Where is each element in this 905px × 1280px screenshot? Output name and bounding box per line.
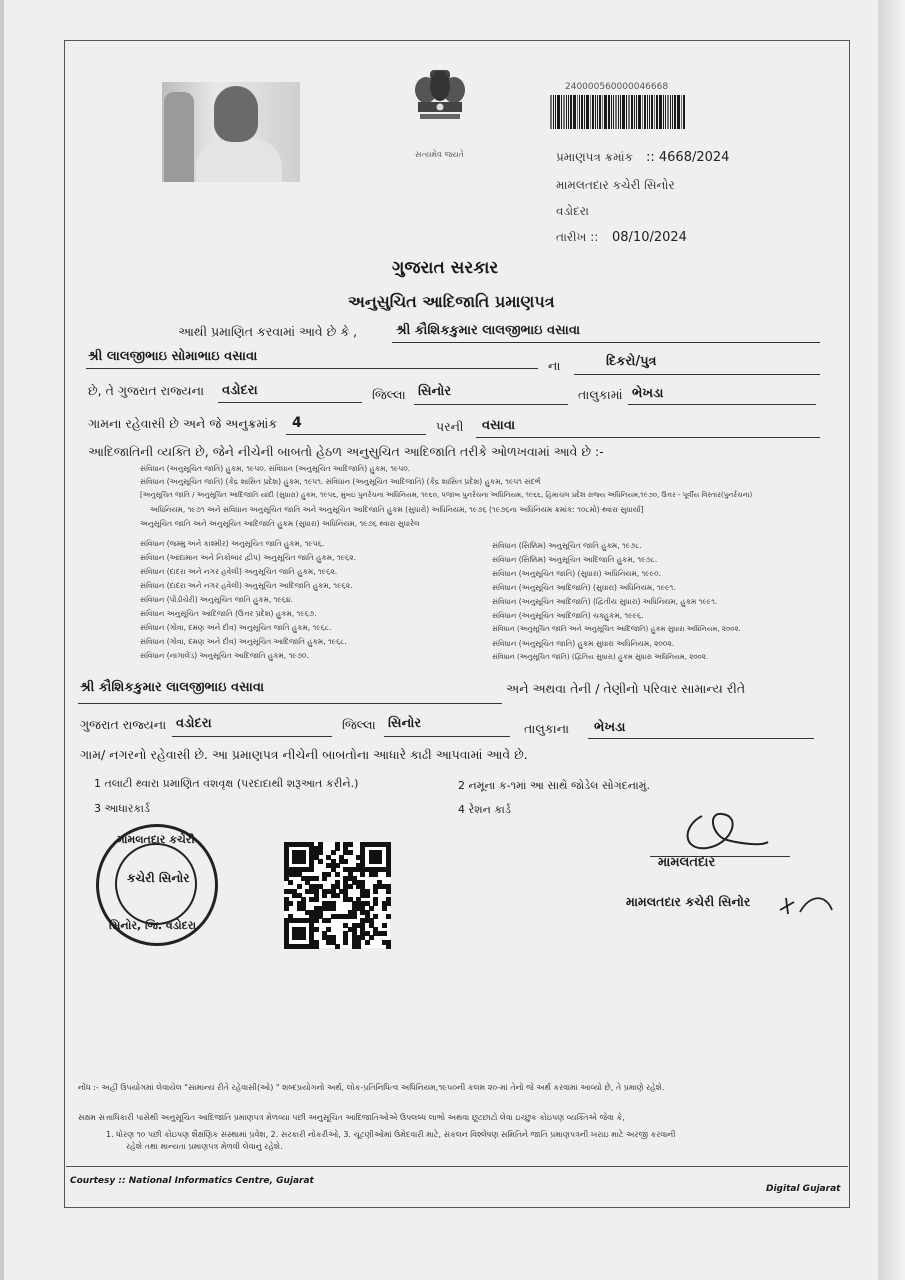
usage-line: સક્ષમ સત્તાધિકારી પાસેથી અનુસૂચિત આદિજાતિ પ્રમાણપત્ર મેળવ્યા પછી અનુસૂચિત આદિજાતિઓએ ઉપલબ્ધ લાભો અથવા છૂટછાટો લેવા ઇચ્છુક કોઇપણ વ્યક્તિએ જેવા કે, [78, 1113, 625, 1122]
order-right: સંવિધાન (સિક્કિમ) અનુસૂચિત જાતિ હુકમ, ૧૯૭૮. [492, 541, 642, 550]
residence-text: ગામના રહેવાસી છે અને જે અનુક્રમાંક [88, 416, 278, 431]
district-label-2: જિલ્લા [342, 717, 376, 732]
state-emblem-icon [408, 66, 472, 156]
person-name: શ્રી કૌશિકકુમાર લાલજીભાઇ વસાવા [396, 323, 581, 338]
signatory-office: મામલતદાર કચેરી સિનોર [626, 894, 751, 909]
district-line-2 [172, 736, 332, 737]
order-left: સંવિધાન (દાદરા અને નગર હવેલી) અનુસૂચિત જાતિ હુકમ, ૧૯૬૨. [140, 567, 338, 576]
order-right: સંવિધાન (અનુસૂચિત જાતિ) હુકમ સુધારા અધિનિયમ, ૨૦૦૨. [492, 639, 675, 648]
order-right: સંવિધાન (અનુસૂચિત જાતિ અને અનુસૂચિત આદિજાતિ) હુકમ સુધારા અધિનિયમ, ૨૦૦૨. [492, 625, 741, 633]
order-left: સંવિધાન (આંદામાન અને નિકોબાર દ્વીપ) અનુસૂચિત જાતિ હુકમ, ૧૯૬૨. [140, 553, 356, 562]
document-item: 2 નમૂના ક-૧માં આ સાથે જોડેલ સોગંદનામું. [458, 779, 650, 792]
district-label: જિલ્લા [372, 387, 406, 402]
certificate-title: અનુસુચિત આદિજાતિ પ્રમાણપત્ર [348, 292, 555, 311]
order-left: સંવિધાન (ગોવા, દમણ અને દીવ) અનુસૂચિત આદિજાતિ હુકમ, ૧૯૬૮. [140, 637, 347, 646]
caste-value: વસાવા [482, 418, 516, 433]
order-line: અનુસૂચિત જાતિ અને અનુસૂચિત આદિજાતિ હુકમ (સુધારા) અધિનિયમ, ૧૯૭૬ થ્વારા સુધારેલ [140, 519, 420, 528]
applicant-photo [162, 82, 300, 182]
caste-line [476, 437, 820, 438]
relation-value: દિકરો/પુત્ર [606, 354, 657, 369]
initials-scribble-icon [776, 890, 836, 920]
signatory-title: મામલતદાર [658, 855, 716, 870]
order-right: સંવિધાન (સિક્કિમ) અનુસૂચિત આદિજાતિ હુકમ, ૧૯૭૮. [492, 555, 658, 564]
order-line: [અનુસૂચિત જાતિ / અનુસૂચિત આદિજાતિ યાદી (સુધારા) હુકમ, ૧૯૫૬, મુંબઇ પુનર્રચના અધિનિયમ, ૧૯૬૦, પંજાબ પુનર્રચના અધિનિયમ, ૧૯૬૬, હિમાચલ પ્રદેશ રાજ્ય અધિનિયમ,૧૯૭૦, ઉત્તર - પૂર્વીય વિસ્તાર(પુનર્રચના) [140, 491, 753, 499]
relation-line [574, 374, 820, 375]
digital-gujarat-text: Digital Gujarat [766, 1184, 841, 1194]
taluka-line [414, 404, 568, 405]
certificate-number-label: પ્રમાણપત્ર ક્રમાંક [556, 150, 634, 164]
serial-line [286, 434, 426, 435]
order-left: સંવિધાન (ગોવા, દમણ અને દીવ) અનુસૂચિત જાતિ હુકમ, ૧૯૬૮. [140, 623, 332, 632]
father-name: શ્રી લાલજીભાઇ સોમાભાઇ વસાવા [88, 349, 258, 364]
issue-date: 08/10/2024 [612, 230, 687, 245]
village-line [628, 404, 816, 405]
village-value: ભેખડા [632, 386, 664, 401]
order-right: સંવિધાન (અનુસૂચિત આદિજાતિ) (સુધારા) અધિનિયમ, ૧૯૯૧. [492, 583, 676, 592]
village-line-2 [588, 738, 814, 739]
basis-text: ગામ/ નગરનો રહેવાસી છે. આ પ્રમાણપત્ર નીચેની બાબતોના આધારે કાઢી આપવામાં આવે છે. [80, 747, 528, 762]
order-left: સંવિધાન (નાગાલેંડ) અનુસૂચિત આદિજાતિ હુકમ, ૧૯૭૦. [140, 651, 309, 660]
order-right: સંવિધાન (અનુસૂચિત આદિજાતિ) ચક્હુકમ, ૧૯૯૬. [492, 611, 644, 620]
state-prefix-2: ગુજરાત રાજ્યના [80, 717, 167, 732]
office-district: વડોદરા [556, 204, 589, 218]
stamp-top-text: મામલતદાર કચેરી [117, 833, 195, 846]
district-line [218, 402, 362, 403]
order-left: સંવિધાન અનુસૂચિત આદિજાતિ (ઉત્તર પ્રદેશ) હુકમ, ૧૯૬૭. [140, 609, 317, 618]
district-value-2: વડોદરા [176, 716, 212, 731]
footer-divider [66, 1166, 848, 1167]
courtesy-text: Courtesy :: National Informatics Centre, Gujarat [70, 1176, 314, 1186]
certify-text: આથી પ્રમાણિત કરવામાં આવે છે કે , [178, 324, 358, 339]
father-name-line [86, 368, 538, 369]
village-value-2: ભેખડા [594, 720, 626, 735]
taluka-value: સિનોર [418, 384, 452, 399]
order-line: સંવિધાન (અનુસૂચિત જાતિ) (કેંદ્ર શાસિત પ્રદેશ) હુકમ, ૧૯૫૧. સંવિધાન (અનુસૂચિત આદિજાતિ) (કેંદ્ર શાસિત પ્રદેશ) હુકમ, ૧૯૫૧ સંદર્ભ [140, 477, 541, 486]
document-item: 1 તલાટી થ્વારા પ્રમાણિત વંશવૃક્ષ (પરદાદાથી શરૂઆત કરીને.) [94, 777, 359, 790]
order-left: સંવિધાન (પોંડીચેરી) અનુસૂચિત જાતિ હુકમ, ૧૯૬૪. [140, 595, 294, 604]
usage-line: રહેશે તથા માન્યતા પ્રમાણપત્ર મેળવી લેવાનું રહેશે. [126, 1142, 283, 1151]
taluka-label: તાલુકામાં [578, 387, 623, 402]
order-right: સંવિધાન (અનુસૂચિત જાતિ) (દ્વિતિય સુધારા) હુકમ સુધારા અધિનિયમ, ૨૦૦૨. [492, 653, 709, 661]
tribe-text: આદિજાતિની વ્યક્તિ છે, જેને નીચેની બાબતો હેઠળ અનુસુચિત આદિજાતિ તરીકે ઓળખવામાં આવે છે :- [88, 444, 604, 459]
family-text: અને અથવા તેની / તેણીનો પરિવાર સામાન્ય રીતે [506, 681, 746, 696]
order-right: સંવિધાન (અનુસૂચિત આદિજાતિ) (દ્વિતીય સુધારા) અધિનિયમ, હુકમ ૧૯૯૧. [492, 597, 718, 606]
state-prefix: છે, તે ગુજરાત રાજ્યના [88, 383, 205, 398]
footer-note: નોંધ :- અહીં ઉપયોગમાં લેવાયેલ "સામાન્ય રીતે રહેવાસી(ઓ) " શબ્દપ્રયોગનો અર્થ, લોક-પ્રતિનિધિત્વ અધિનિયમ,૧૯૫૦ની કલમ ૨૦-માં તેનો જે અર્થ કરવામાં આવ્યો છે, તે પ્રમાણે રહેશે. [78, 1083, 665, 1092]
na-text: ના [548, 358, 561, 373]
order-right: સંવિધાન (અનુસૂચિત જાતિ) (સુધારા) અધિનિયમ, ૧૯૯૦. [492, 569, 661, 578]
caste-label: પરની [436, 419, 464, 434]
order-line: અધિનિયમ, ૧૯૭૧ અને સંવિધાન અનુસૂચિત જાતિ અને અનુસૂચિત આદિજાતિ હુકમ (સુધારો) અધિનિયમ, ૧૯૭૬ (૧૯૭૬ના અધિનિયમ ક્રમાંક: ૧૦૮મો) થ્વારા સુધાર્યા] [150, 505, 644, 514]
signature-line [650, 856, 790, 857]
taluka-label-2: તાલુકાના [524, 721, 570, 736]
person-name-line [392, 342, 820, 343]
order-left: સંવિધાન (દાદરા અને નગર હવેલી) અનુસૂચિત આદિજાતિ હુકમ, ૧૯૬૨. [140, 581, 353, 590]
office-seal-stamp [96, 824, 218, 946]
barcode-number: 240000560000046668 [565, 82, 669, 92]
serial-value: 4 [292, 415, 302, 431]
district-value: વડોદરા [222, 383, 258, 398]
government-title: ગુજરાત સરકાર [392, 258, 499, 278]
document-item: 4 રેશન કાર્ડ [458, 803, 511, 816]
taluka-line-2 [384, 736, 510, 737]
person-name-repeat: શ્રી કૌશિકકુમાર લાલજીભાઇ વસાવા [80, 680, 265, 695]
taluka-value-2: સિનોર [388, 716, 422, 731]
stamp-bottom-text: સિનોર, જિ. વડોદરા [109, 919, 197, 932]
qr-code [284, 842, 390, 948]
next-sheet-edge [878, 0, 905, 1280]
date-label: તારીખ :: [556, 230, 599, 244]
barcode [550, 95, 720, 129]
stamp-center-text: કચેરી સિનોર [127, 871, 190, 885]
certificate-number: :: 4668/2024 [646, 150, 730, 165]
document-item: 3 આધારકાર્ડ [94, 802, 150, 815]
emblem-motto: સત્યમેવ જયતે [415, 150, 464, 159]
order-line: સંવિધાન (અનુસૂચિત જાતિ) હુકમ, ૧૯૫૦. સંવિધાન (અનુસૂચિત આદિજાતિ) હુકમ, ૧૯૫૦. [140, 464, 411, 473]
person-name-repeat-line [78, 703, 502, 704]
usage-line: 1. ધોરણ ૧૦ પછી કોઇપણ શૈક્ષણિક સંસ્થામાં પ્રવેશ, 2. સરકારી નોકરીઓ, 3. ચૂંટણીઓમાં ઉમેદવારી માટે, સંકલન વિશ્લેષણ સમિતિને જાતિ પ્રમાણપત્રની ખરાઇ માટે અરજી કરવાની [106, 1130, 676, 1139]
office-name: મામલતદાર કચેરી સિનોર [556, 178, 675, 192]
order-left: સંવિધાન (જમ્મુ અને કાશ્મીર) અનુસૂચિત જાતિ હુકમ, ૧૯૫૬. [140, 539, 325, 548]
